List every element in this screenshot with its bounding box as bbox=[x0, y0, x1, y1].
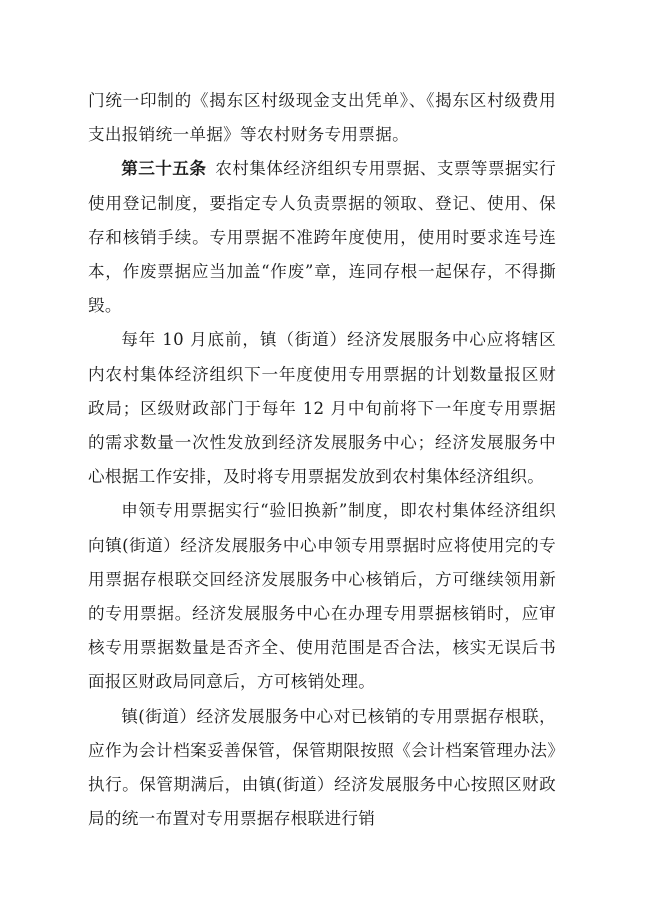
paragraph-text: 镇(街道）经济发展服务中心对已核销的专用票据存根联，应作为会计档案妥善保管，保管期限按照《会计档案管理办法》执行。保管期满后，由镇(街道）经济发展服务中心按照区财政局的统一布置对专用票据存根联进行销 bbox=[88, 706, 556, 829]
article-spacer bbox=[206, 159, 215, 178]
paragraph-exchange-old-for-new bbox=[88, 494, 556, 699]
paragraph-text: 门统一印制的《揭东区村级现金支出凭单》、《揭东区村级费用支出报销统一单据》等农村财务专用票据。 bbox=[88, 91, 556, 145]
paragraph-continued bbox=[88, 84, 556, 152]
paragraph-annual-plan bbox=[88, 323, 556, 494]
article-number: 第三十五条 bbox=[121, 159, 207, 179]
paragraph-article-35 bbox=[88, 152, 556, 323]
paragraph-archive-storage bbox=[88, 700, 556, 837]
document-body bbox=[88, 84, 556, 836]
paragraph-text: 申领专用票据实行“验旧换新”制度，即农村集体经济组织向镇(街道）经济发展服务中心申领专用票据时应将使用完的专用票据存根联交回经济发展服务中心核销后，方可继续领用新的专用票据。经济发展服务中心在办理专用票据核销时，应审核专用票据数量是否齐全、使用范围是否合法，核实无误后书面报区财政局同意后，方可核销处理。 bbox=[88, 501, 556, 692]
paragraph-text: 农村集体经济组织专用票据、支票等票据实行使用登记制度，要指定专人负责票据的领取、登记、使用、保存和核销手续。专用票据不准跨年度使用，使用时要求连号连本，作废票据应当加盖“作废”章，连同存根一起保存，不得撕毁。 bbox=[88, 159, 557, 316]
paragraph-text: 每年 10 月底前，镇（街道）经济发展服务中心应将辖区内农村集体经济组织下一年度使用专用票据的计划数量报区财政局；区级财政部门于每年 12 月中旬前将下一年度专用票据的需求数量一次性发放到经济发展服务中心；经济发展服务中心根据工作安排，及时将专用票据发放到农村集体经济组织。 bbox=[88, 330, 556, 487]
